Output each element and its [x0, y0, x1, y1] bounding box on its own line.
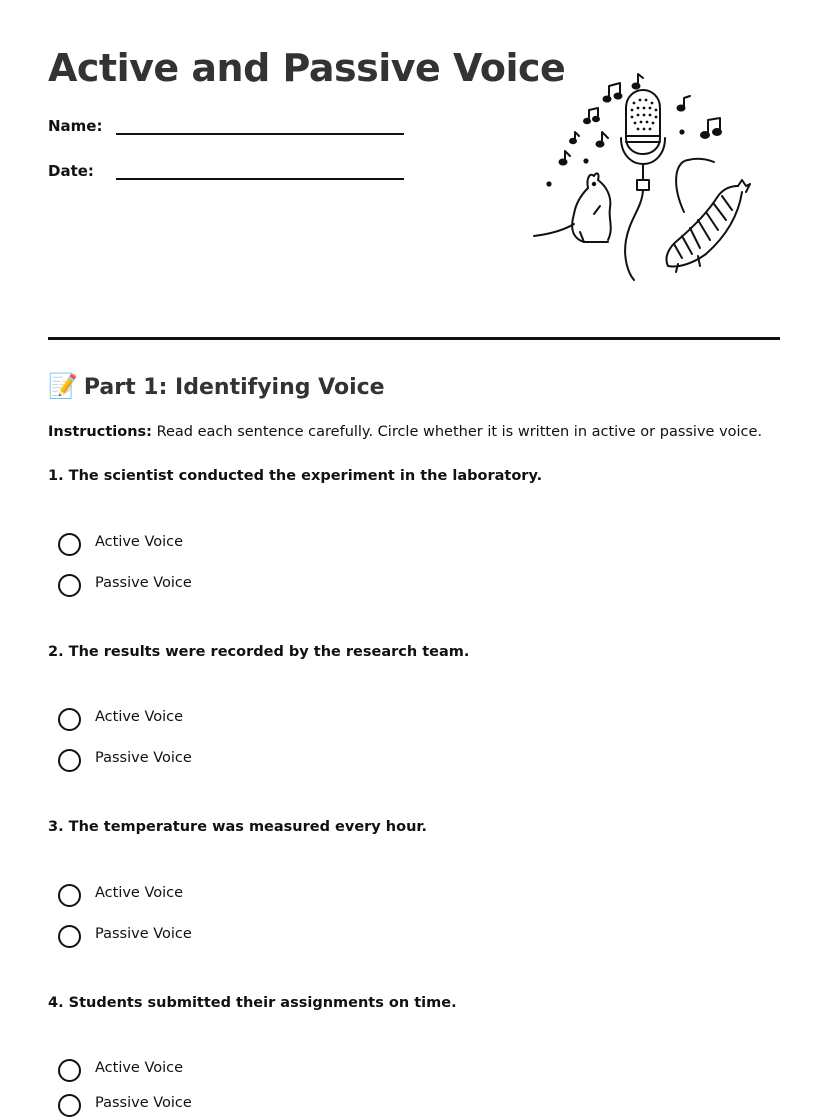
option-label: Passive Voice	[95, 575, 192, 591]
question-text: The scientist conducted the experiment in the laboratory.	[68, 468, 543, 484]
name-label: Name:	[48, 117, 103, 135]
option-label: Passive Voice	[95, 750, 192, 766]
date-label: Date:	[48, 162, 94, 180]
instructions-label: Instructions:	[48, 424, 152, 440]
armadillo-icon	[666, 159, 750, 272]
question-text: The temperature was measured every hour.	[68, 819, 428, 835]
microphone-icon	[621, 90, 665, 280]
radio-circle[interactable]	[58, 749, 81, 772]
radio-circle[interactable]	[58, 925, 81, 948]
date-input-line[interactable]	[116, 178, 404, 180]
radio-circle[interactable]	[58, 533, 81, 556]
instructions-text: Read each sentence carefully. Circle whether it is written in active or passive voice.	[156, 424, 763, 440]
music-note-icon	[547, 74, 721, 186]
section-title-part1	[48, 372, 385, 400]
memo-icon: 📝	[48, 372, 78, 400]
option-label: Passive Voice	[95, 926, 192, 942]
question-4	[48, 995, 457, 1011]
radio-circle[interactable]	[58, 1094, 81, 1117]
section-divider	[48, 337, 780, 340]
question-number: 2.	[48, 644, 64, 660]
option-label: Active Voice	[95, 534, 184, 550]
question-text: Students submitted their assignments on time.	[68, 995, 457, 1011]
name-input-line[interactable]	[116, 133, 404, 135]
question-number: 4.	[48, 995, 64, 1011]
option-label: Active Voice	[95, 885, 184, 901]
option-label: Active Voice	[95, 709, 184, 725]
section-title-text: Part 1: Identifying Voice	[83, 375, 385, 400]
radio-circle[interactable]	[58, 708, 81, 731]
illustration-kangaroo-microphone-armadillo	[528, 68, 758, 286]
question-3	[48, 819, 427, 835]
kangaroo-icon	[534, 173, 611, 242]
question-text: The results were recorded by the research team.	[68, 644, 470, 660]
option-label: Active Voice	[95, 1060, 184, 1076]
question-number: 1.	[48, 468, 64, 484]
name-field	[48, 117, 102, 135]
date-field	[48, 162, 94, 180]
instructions	[48, 424, 762, 440]
radio-circle[interactable]	[58, 884, 81, 907]
question-1	[48, 468, 542, 484]
question-number: 3.	[48, 819, 64, 835]
question-2	[48, 644, 469, 660]
radio-circle[interactable]	[58, 574, 81, 597]
page-title: Active and Passive Voice	[48, 46, 566, 90]
option-label: Passive Voice	[95, 1095, 192, 1111]
radio-circle[interactable]	[58, 1059, 81, 1082]
